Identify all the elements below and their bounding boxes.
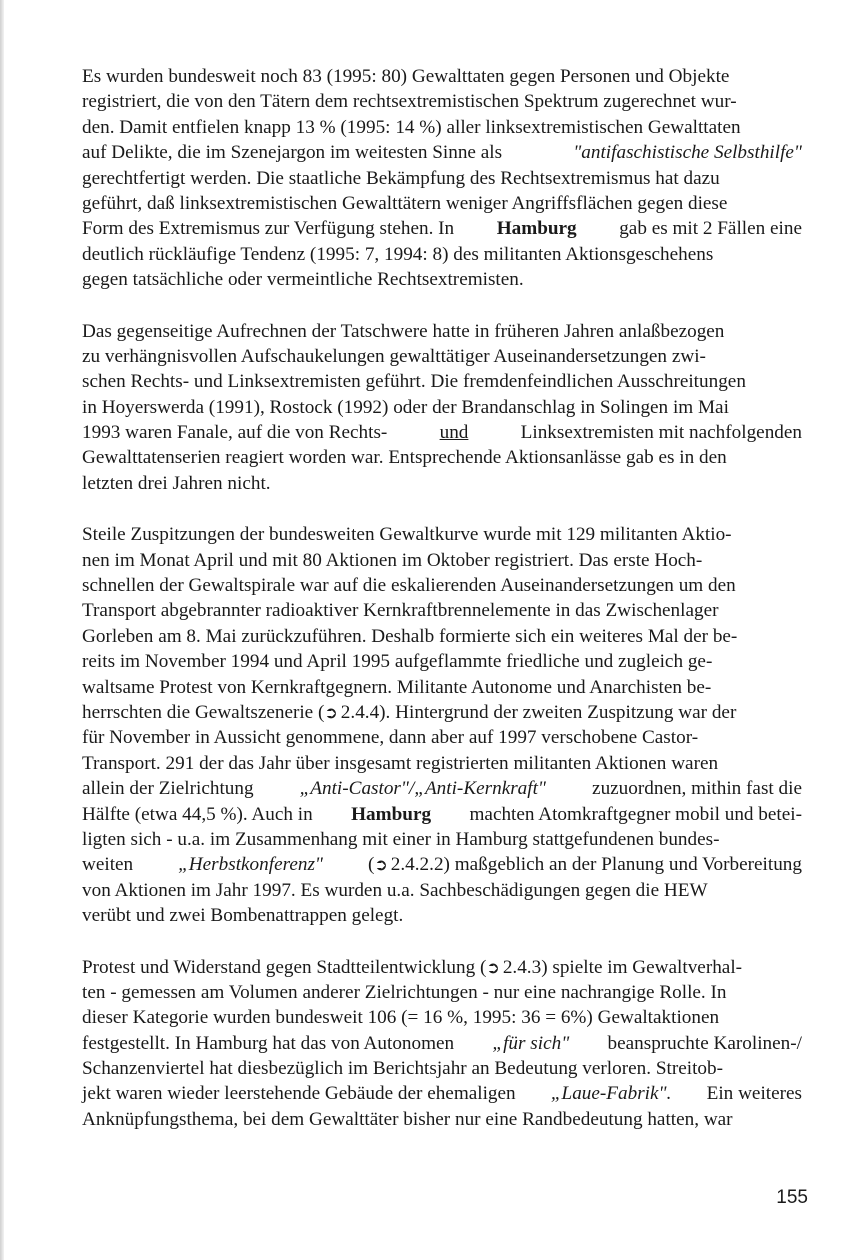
text-line-content: schnellen der Gewaltspirale war auf die eskalierenden Auseinandersetzungen um den [82,575,736,597]
text-line [82,725,802,750]
bold-keyword-hamburg: Hamburg [351,803,432,825]
text-segment: weiten [82,854,134,876]
text-segment: Hälfte (etwa 44,5 %). Auch in [82,803,313,825]
text-line [82,471,802,496]
text-segment: festgestellt. In Hamburg hat das von Autonomen [82,1032,455,1054]
cross-reference-arrow-icon: ➲ [374,855,388,875]
text-line-content: registriert, die von den Tätern dem rechtsextremistischen Spektrum zugerechnet wur- [82,91,737,113]
text-line [82,369,802,394]
cross-reference-arrow-icon: ➲ [486,957,500,977]
text-segment: Form des Extremismus zur Verfügung stehen. In [82,218,455,240]
paragraph-1 [82,64,802,293]
text-line-content: Schanzenviertel hat diesbezüglich im Berichtsjahr an Bedeutung verloren. Streitob- [82,1058,723,1080]
underlined-word: und [439,422,469,444]
text-segment: machten Atomkraftgegner mobil und betei- [469,803,802,825]
text-line-content: waltsame Protest von Kernkraftgegnern. Militante Autonome und Anarchisten be- [82,676,712,698]
text-line-content: schen Rechts- und Linksextremisten geführt. Die fremdenfeindlichen Ausschreitungen [82,371,746,393]
text-line [82,776,802,801]
text-line-content: geführt, daß linksextremistischen Gewalttätern weniger Angriffsflächen gegen diese [82,192,728,214]
text-line-content: reits im November 1994 und April 1995 aufgeflammte friedliche und zugleich ge- [82,651,713,673]
page-scan-edge [0,0,4,1260]
bold-keyword-hamburg: Hamburg [496,218,577,240]
text-line [82,115,802,140]
text-segment: jekt waren wieder leerstehende Gebäude der ehemaligen [82,1083,516,1105]
text-line [82,319,802,344]
text-line [82,420,802,445]
text-line [82,700,802,725]
text-line-content: dieser Kategorie wurden bundesweit 106 (= 16 %, 1995: 36 = 6%) Gewaltaktionen [82,1007,720,1029]
text-segment-start: Protest und Widerstand gegen Stadtteilentwicklung ( [82,956,487,978]
text-line [82,649,802,674]
text-line [82,980,802,1005]
text-line-content: Es wurden bundesweit noch 83 (1995: 80) Gewalttaten gegen Personen und Objekte [82,66,730,87]
text-line-content: gerechtfertigt werden. Die staatliche Bekämpfung des Rechtsextremismus hat dazu [82,167,720,189]
text-line [82,1031,802,1056]
text-line-content: von Aktionen im Jahr 1997. Es wurden u.a. Sachbeschädigungen gegen die HEW [82,879,708,901]
text-line [82,573,802,598]
text-segment [82,700,736,725]
text-line [82,802,802,827]
text-line-content: Transport abgebrannter radioaktiver Kernkraftbrennelemente in das Zwischenlager [82,600,719,622]
text-line [82,852,802,877]
text-line-content: letzten drei Jahren nicht. [82,472,271,494]
text-line [82,903,802,928]
text-line [82,624,802,649]
text-segment-start: herrschten die Gewaltszenerie ( [82,701,325,723]
text-segment-end: 2.4.2.2) maßgeblich an der Planung und Vorbereitung [390,854,802,876]
text-segment: gab es mit 2 Fällen eine [619,218,802,240]
text-line [82,242,802,267]
text-segment-start: ( [367,854,375,876]
text-line [82,267,802,292]
text-line [82,64,802,89]
text-line [82,548,802,573]
text-line-content: Transport. 291 der das Jahr über insgesamt registrierten militanten Aktionen waren [82,752,719,774]
text-line [82,166,802,191]
text-line-content: den. Damit entfielen knapp 13 % (1995: 14 %) aller linksextremistischen Gewalttaten [82,116,741,138]
page-number: 155 [776,1187,808,1208]
italic-quote: „für sich" [492,1032,570,1054]
text-line [82,878,802,903]
cross-reference-arrow-icon: ➲ [324,702,338,722]
text-segment: 1993 waren Fanale, auf die von Rechts- [82,422,388,444]
text-line-content: Steile Zuspitzungen der bundesweiten Gewaltkurve wurde mit 129 militanten Aktio- [82,524,732,546]
text-line [82,445,802,470]
text-segment-end: 2.4.4). Hintergrund der zweiten Zuspitzung war der [340,701,737,723]
text-line-content: Gorleben am 8. Mai zurückzuführen. Deshalb formierte sich ein weiteres Mal der be- [82,625,738,647]
text-line [82,1107,802,1132]
text-line-content: verübt und zwei Bombenattrappen gelegt. [82,905,404,927]
text-line-content: in Hoyerswerda (1991), Rostock (1992) oder der Brandanschlag in Solingen im Mai [82,396,729,418]
text-line-content: zu verhängnisvollen Aufschaukelungen gewalttätiger Auseinandersetzungen zwi- [82,345,706,367]
text-line-content: deutlich rückläufige Tendenz (1995: 7, 1994: 8) des militanten Aktionsgeschehens [82,243,714,265]
text-line [82,522,802,547]
text-segment [368,852,802,877]
text-line [82,1056,802,1081]
text-line [82,598,802,623]
text-line [82,216,802,241]
text-line [82,1081,802,1106]
paragraph-gap [82,929,802,955]
text-line-content: ligten sich - u.a. im Zusammenhang mit einer in Hamburg stattgefundenen bundes- [82,828,720,850]
text-line [82,751,802,776]
text-segment: auf Delikte, die im Szenejargon im weitesten Sinne als [82,142,503,164]
text-segment: Ein weiteres [706,1083,802,1105]
text-line-content: Anknüpfungsthema, bei dem Gewalttäter bisher nur eine Randbedeutung hatten, war [82,1108,733,1130]
italic-quote: "antifaschistische Selbsthilfe" [573,142,802,164]
text-line [82,395,802,420]
text-line [82,675,802,700]
text-line-content: gegen tatsächliche oder vermeintliche Rechtsextremisten. [82,269,524,291]
text-line [82,955,802,980]
paragraph-gap [82,293,802,319]
text-line [82,827,802,852]
text-line-content: Gewalttatenserien reagiert worden war. Entsprechende Aktionsanlässe gab es in den [82,447,727,469]
text-segment-end: 2.4.3) spielte im Gewaltverhal- [502,956,743,978]
document-page [82,64,802,1132]
paragraph-4 [82,955,802,1133]
text-line [82,1005,802,1030]
paragraph-gap [82,496,802,522]
text-segment: beanspruchte Karolinen-/ [607,1032,802,1054]
italic-quote: „Laue-Fabrik". [550,1083,672,1105]
text-line [82,191,802,216]
text-segment [82,955,742,980]
text-line-content: nen im Monat April und mit 80 Aktionen im Oktober registriert. Das erste Hoch- [82,549,703,571]
text-line-content: für November in Aussicht genommene, dann aber auf 1997 verschobene Castor- [82,727,699,749]
italic-quote: „Herbstkonferenz" [178,854,323,876]
text-segment: allein der Zielrichtung [82,778,254,800]
italic-quote: „Anti-Castor"/„Anti-Kernkraft" [299,778,546,800]
text-line-content: Das gegenseitige Aufrechnen der Tatschwere hatte in früheren Jahren anlaßbezogen [82,320,725,342]
text-line [82,140,802,165]
text-line-content: ten - gemessen am Volumen anderer Zielrichtungen - nur eine nachrangige Rolle. In [82,981,727,1003]
text-line [82,344,802,369]
text-line [82,89,802,114]
paragraph-2 [82,319,802,497]
text-segment: Linksextremisten mit nachfolgenden [520,422,802,444]
text-segment: zuzuordnen, mithin fast die [592,778,802,800]
paragraph-3 [82,522,802,928]
